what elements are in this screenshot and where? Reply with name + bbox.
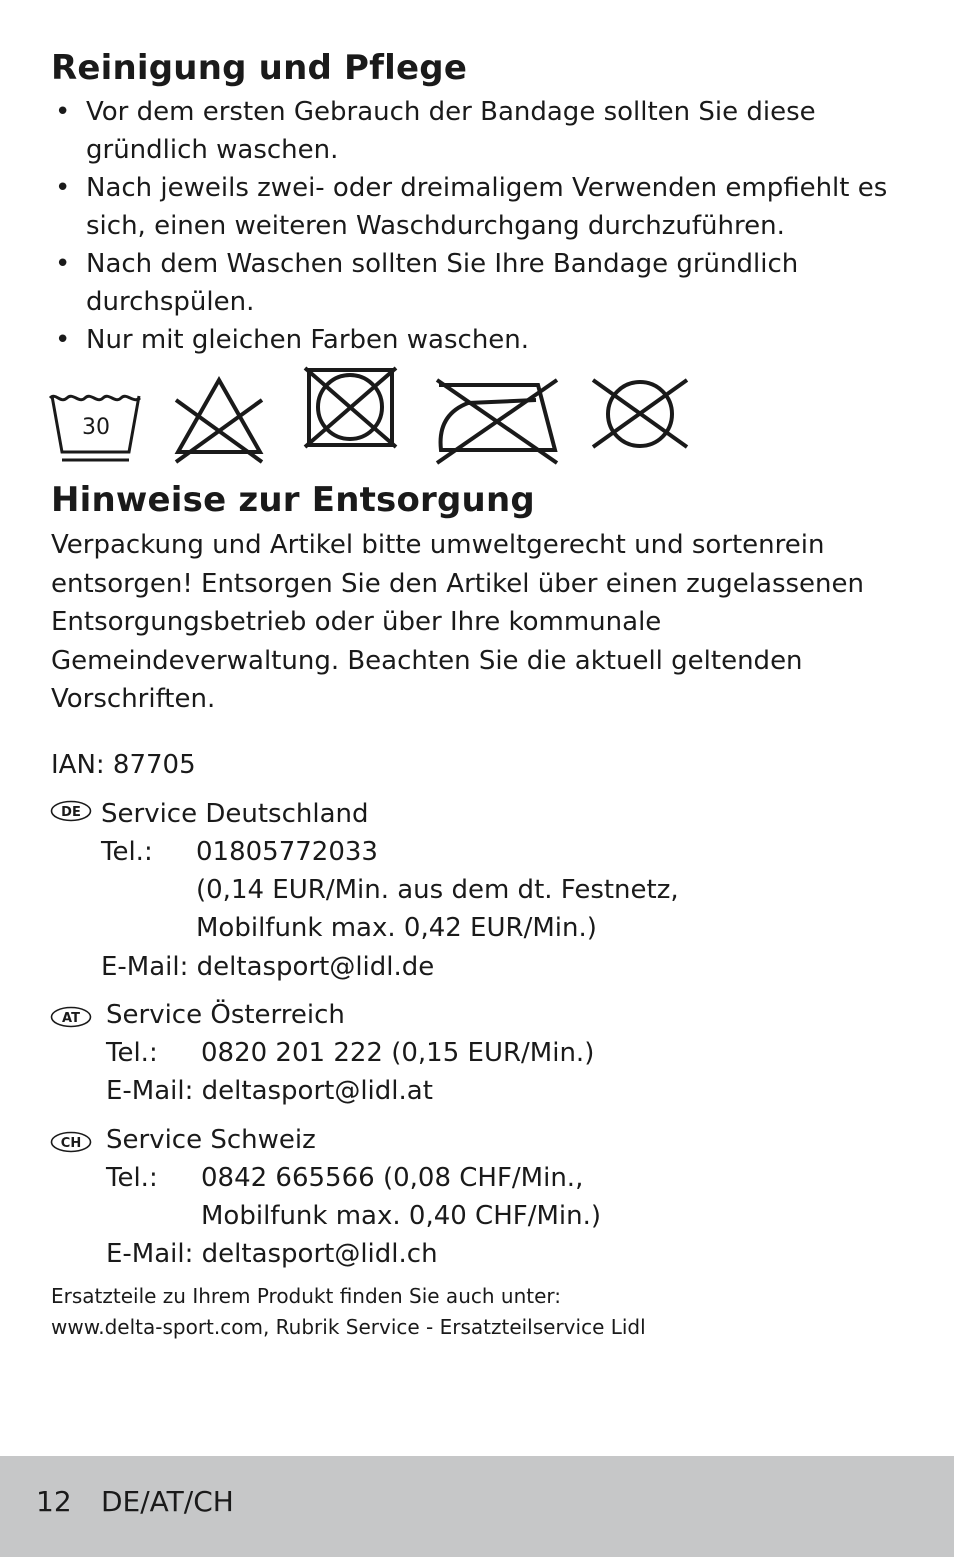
no-iron-icon [437, 380, 557, 463]
wash-30-gentle-icon [50, 396, 140, 460]
no-bleach-icon [176, 380, 262, 462]
service-de-note2: Mobilfunk max. 0,42 EUR/Min.) [196, 913, 597, 943]
service-ch-note1: Mobilfunk max. 0,40 CHF/Min.) [201, 1201, 602, 1231]
service-de-title: Service Deutschland [101, 799, 369, 829]
at-flag-label: AT [62, 1011, 80, 1026]
list-item: • Nach jeweils zwei- oder dreimaligem Verwenden empfiehlt es sich, einen weiteren Waschdurchgang durchzuführen. [51, 169, 911, 245]
footer-countries: DE/AT/CH [101, 1485, 234, 1518]
service-at-title: Service Österreich [106, 1000, 345, 1030]
list-item: • Nur mit gleichen Farben waschen. [51, 321, 911, 359]
disposal-heading: Hinweise zur Entsorgung [51, 480, 535, 520]
service-de-note1: (0,14 EUR/Min. aus dem dt. Festnetz, [196, 875, 679, 905]
wash-temperature: 30 [82, 415, 110, 440]
care-instructions-list [51, 93, 911, 359]
list-item: • Vor dem ersten Gebrauch der Bandage sollten Sie diese gründlich waschen. [51, 93, 911, 169]
de-flag-label: DE [61, 805, 81, 820]
service-ch-title: Service Schweiz [106, 1125, 316, 1155]
service-de-tel: 01805772033 [196, 837, 378, 867]
page-footer [0, 1456, 954, 1557]
page-number: 12 [36, 1485, 72, 1518]
care-symbols [0, 360, 954, 470]
at-flag-icon [50, 1006, 92, 1028]
disposal-text: Verpackung und Artikel bitte umweltgerecht und sortenrein entsorgen! Entsorgen Sie den Artikel über einen zugelassenen Entsorgungsbetrieb oder über Ihre kommunale Gemeindeverwaltung. Beachten Sie die aktuell geltenden Vorschriften. [51, 530, 864, 714]
spare-parts-line2: www.delta-sport.com, Rubrik Service - Ersatzteilservice Lidl [51, 1315, 646, 1339]
spare-parts-line1: Ersatzteile zu Ihrem Produkt finden Sie auch unter: [51, 1284, 561, 1308]
no-tumble-dry-icon [305, 368, 396, 447]
care-heading: Reinigung und Pflege [51, 48, 468, 88]
list-item: • Nach dem Waschen sollten Sie Ihre Bandage gründlich durchspülen. [51, 245, 911, 321]
ian-number: IAN: 87705 [51, 750, 196, 780]
service-at-tel: 0820 201 222 (0,15 EUR/Min.) [201, 1038, 595, 1068]
no-dry-clean-icon [593, 380, 687, 447]
service-de-email: E-Mail: deltasport@lidl.de [101, 952, 435, 982]
service-ch-tel-label: Tel.: [106, 1163, 158, 1193]
ch-flag-icon [50, 1131, 92, 1153]
service-at-email: E-Mail: deltasport@lidl.at [106, 1076, 433, 1106]
service-at-tel-label: Tel.: [106, 1038, 158, 1068]
de-flag-icon [50, 800, 92, 822]
service-de-tel-label: Tel.: [101, 837, 153, 867]
service-ch-tel: 0842 665566 (0,08 CHF/Min., [201, 1163, 584, 1193]
service-ch-email: E-Mail: deltasport@lidl.ch [106, 1239, 438, 1269]
ch-flag-label: CH [60, 1136, 82, 1151]
